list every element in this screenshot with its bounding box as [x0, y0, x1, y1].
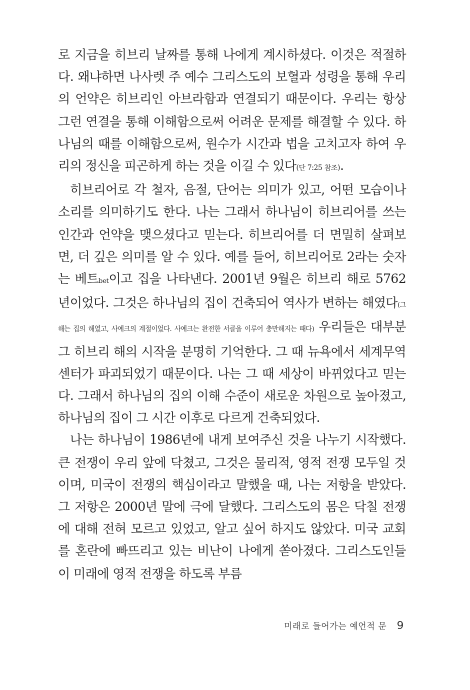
- paragraph-2-tail: 우리들은 대부분 그 히브리 해의 시작을 분명히 기억한다. 그 때 뉴욕에서 세계무역센터가 파괴되었기 때문이다. 나는 그 때 세상이 바뀌었다고 믿는다. 그래서 하나님의 집의 이해 수준이 새로운 차원으로 높아졌고, 하나님의 집이 그 시간 이후로 다르게 건축되었다.: [58, 319, 406, 426]
- paragraph-3-text: 나는 하나님이 1986년에 내게 보여주신 것을 나누기 시작했다. 큰 전쟁이 우리 앞에 닥쳤고, 그것은 물리적, 영적 전쟁 모두일 것이며, 미국이 전쟁의 핵심이라고 말했을 때, 나는 저항을 받았다. 그 저항은 2000년 말에 극에 달했다. 그리스도의 몸은 닥칠 전쟁에 대해 전혀 모르고 있었고, 알고 싶어 하지도 않았다. 미국 교회를 혼란에 빠뜨리고 있는 비난이 나에게 쏟아졌다. 그리스도인들이 미래에 영적 전쟁을 하도록 부름: [58, 432, 406, 581]
- paragraph-2-mid: 이고 집을 나타낸다. 2001년 9월은 히브리 해로 5762년이었다. 그것은 하나님의 집이 건축되어 역사가 변하는 해였다: [58, 271, 406, 311]
- inline-note: (그 해는 집의 해였고, 사예크의 계절이었다. 사예크는 완전한 서클을 이루어 충만해지는 때다): [58, 301, 406, 334]
- paragraph-1-text: 로 지금을 히브리 날짜를 통해 나에게 계시하셨다. 이것은 적절하다. 왜냐하면 나사렛 주 예수 그리스도의 보혈과 성령을 통해 우리의 언약은 히브리인 아브라함과 연결되기 때문이다. 우리는 항상 그런 연결을 통해 이해함으로써 어려운 문제를 해결할 수 있다. 하나님의 때를 이해함으로써, 원수가 시간과 법을 고치고자 하여 우리의 정신을 피곤하게 하는 것을 이길 수 있다: [58, 47, 406, 174]
- paragraph-2: [58, 179, 406, 429]
- paragraph-1: [58, 44, 406, 179]
- paragraph-2-lead: 히브리어로 각 철자, 음절, 단어는 의미가 있고, 어떤 모습이나 소리를 의미하기도 한다. 나는 그래서 하나님이 히브리어를 쓰는 인간과 언약을 맺으셨다고 믿는다. 히브리어를 더 면밀히 살펴보면, 더 깊은 의미를 알 수 있다. 예를 들어, 히브리어로 2라는 숫자는 베트: [58, 182, 406, 287]
- running-title: 미래로 들어가는 예언적 문: [284, 622, 387, 632]
- page-number: 9: [396, 619, 404, 632]
- scripture-reference: (단 7:25 참조): [296, 164, 340, 173]
- paragraph-1-end: .: [339, 158, 344, 174]
- hebrew-transliteration: bet: [98, 277, 109, 286]
- page-footer: [284, 619, 404, 632]
- paragraph-3: [58, 429, 406, 584]
- body-text: [58, 44, 406, 585]
